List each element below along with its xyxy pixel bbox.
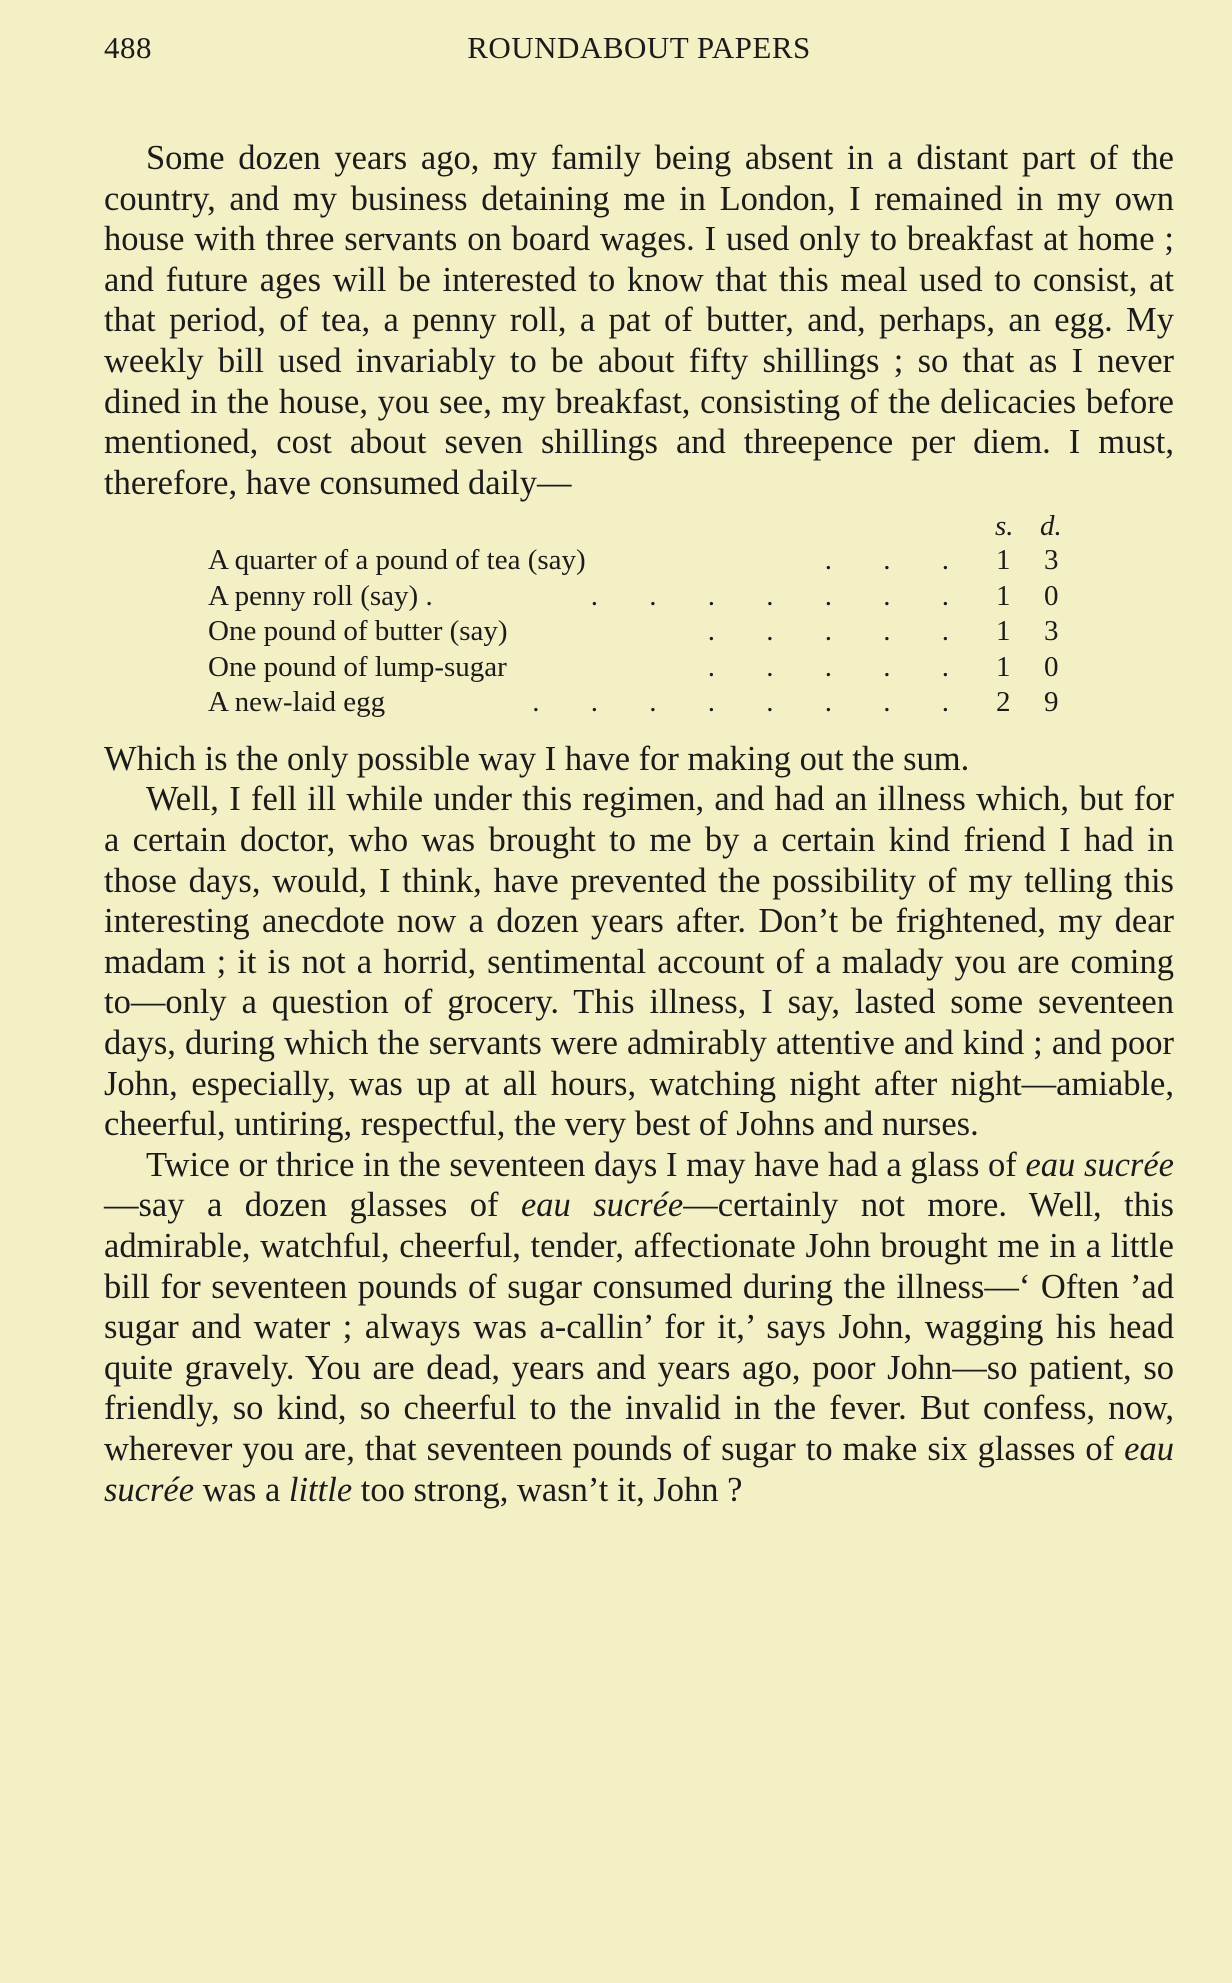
pence-value: 3 [1044, 544, 1059, 577]
pence-value: 9 [1044, 686, 1059, 719]
shillings-value: 1 [996, 615, 1011, 648]
italic-phrase: eau sucrée [1025, 1145, 1174, 1184]
page-number: 488 [104, 30, 152, 65]
paragraph-4-text: was a [194, 1470, 289, 1509]
table-row [208, 685, 1066, 721]
shillings-value: 2 [996, 686, 1011, 719]
book-page [104, 30, 1174, 1510]
leader-dots: . . . [824, 544, 971, 577]
table-row [208, 614, 1066, 650]
pence-value: 3 [1044, 615, 1059, 648]
item-label: A penny roll (say) . [208, 579, 433, 612]
paragraph-4-text: Twice or thrice in the seventeen days I may have had a glass of [146, 1145, 1026, 1184]
table-row [208, 543, 1066, 579]
shillings-value: 1 [996, 544, 1011, 577]
pence-value: 0 [1044, 650, 1059, 683]
paragraph-4-text: too strong, wasn’t it, John ? [352, 1470, 743, 1509]
item-label: A new-laid egg [208, 686, 386, 719]
expense-table [208, 509, 1066, 721]
leader-dots: . . . . . . . . [532, 686, 971, 719]
table-row [208, 579, 1066, 615]
italic-phrase: eau sucrée [104, 1429, 1174, 1509]
paragraph-2: Which is the only possible way I have for making out the sum. [104, 739, 970, 778]
unit-header-row [208, 509, 1066, 543]
paragraph-3: Well, I fell ill while under this regimen, and had an illness which, but for a certain doctor, who was brought to me by a certain kind friend I had in those days, would, I think, have prevented the possibility of my telling this interesting anecdote now a dozen years after. Don’t be frightened, my dear madam ; it is not a horrid, sentimental account of a malady you are coming to—only a question of grocery. This illness, I say, lasted some seventeen days, during which the servants were admirably attentive and kind ; and poor John, especially, was up at all hours, watching night after night—amiable, cheerful, untiring, respectful, the very best of Johns and nurses. [104, 780, 1174, 1144]
pence-value: 0 [1044, 579, 1059, 612]
shillings-header: s. [995, 510, 1014, 543]
italic-phrase: eau sucrée [520, 1186, 684, 1225]
leader-dots: . . . . . [707, 650, 971, 683]
item-label: A quarter of a pound of tea (say) [208, 544, 586, 577]
table-row [208, 650, 1066, 686]
leader-dots: . . . . . . . [590, 579, 971, 612]
shillings-value: 1 [996, 650, 1011, 683]
running-title: ROUNDABOUT PAPERS [467, 30, 811, 65]
page-header [104, 30, 1174, 76]
italic-phrase: little [288, 1470, 353, 1509]
leader-dots: . . . . . [707, 615, 971, 648]
paragraph-1: Some dozen years ago, my family being absent in a distant part of the country, and my business detaining me in London, I remained in my own house with three servants on board wages. I used only to breakfast at home ; and future ages will be interested to know that this meal used to consist, at that period, of tea, a penny roll, a pat of butter, and, perhaps, an egg. My weekly bill used invariably to be about fifty shillings ; so that as I never dined in the house, you see, my breakfast, consisting of the delicacies before mentioned, cost about seven shillings and threepence per diem. I must, therefore, have consumed daily— [104, 139, 1174, 502]
paragraph-4-text: —say a dozen glasses of [104, 1186, 521, 1225]
item-label: One pound of butter (say) [208, 615, 508, 648]
paragraph-4-text: —certainly not more. Well, this admirable, watchful, cheerful, tender, affectionate John brought me in a little bill for seventeen pounds of sugar consumed during the illness—‘ Often ’ad sugar and water ; always was a-callin’ for it,’ says John, wagging his head quite gravely. You are dead, years and years ago, poor John—so patient, so friendly, so kind, so cheerful to the invalid in the fever. But confess, now, wherever you are, that seventeen pounds of sugar to make six glasses of [104, 1186, 1174, 1468]
shillings-value: 1 [996, 579, 1011, 612]
paragraph-4 [104, 1145, 1174, 1510]
pence-header: d. [1040, 510, 1062, 543]
item-label: One pound of lump-sugar [208, 650, 507, 683]
